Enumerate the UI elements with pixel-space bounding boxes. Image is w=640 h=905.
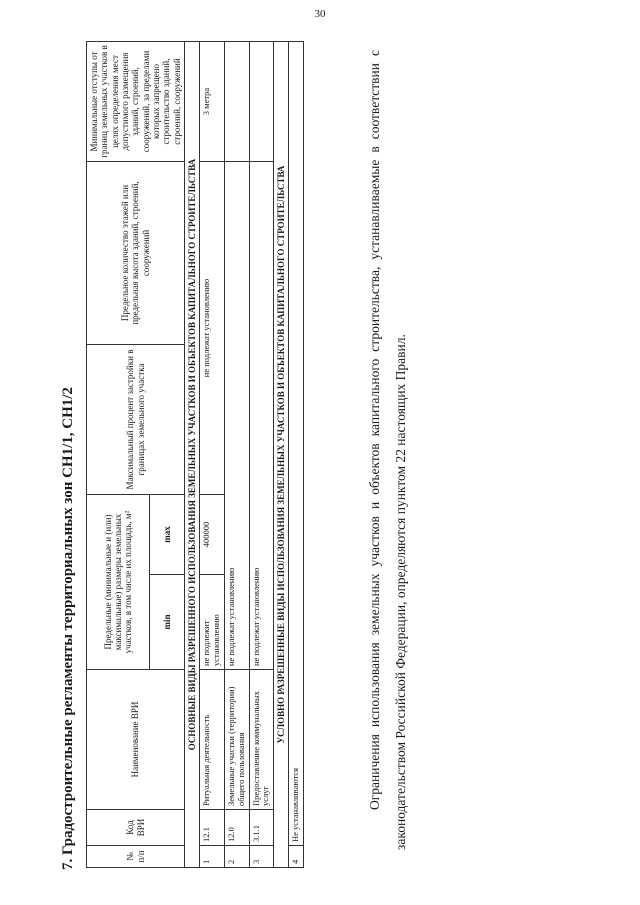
row-max: 400000 [200,495,225,575]
restrictions-note [362,50,413,850]
restrictions-paragraph: Ограничения использования земельных участков и объектов капитального строительства, устанавливаемые в соответствии с законодательством Российской Федерации, определяются пунктом 22 настоящих Правил. [367,50,408,850]
row-merged-value: не подлежат установлению [224,162,249,670]
row-num: 3 [249,846,274,868]
header-area-min: min [150,575,185,670]
row-name: Предоставление коммунальных услуг [249,670,274,810]
row-name: Ритуальная деятельность [200,670,225,810]
header-name: Наименование ВРИ [87,670,185,810]
row-num: 4 [289,846,304,868]
row-setback: 3 метра [200,42,225,162]
row-name: Земельные участки (территории) общего пользования [224,670,249,810]
row-setback-empty [249,42,274,162]
rotated-sheet [40,40,560,880]
table-row [249,42,274,868]
row-percent-floors: не подлежат установлению [200,162,225,495]
table-row [200,42,225,868]
section-main-header: ОСНОВНЫЕ ВИДЫ РАЗРЕШЕННОГО ИСПОЛЬЗОВАНИЯ ЗЕМЕЛЬНЫХ УЧАСТКОВ И ОБЪЕКТОВ КАПИТАЛЬНОГО СТРОИТЕЛЬСТВА [185,42,200,868]
row-code: 12.1 [200,810,225,846]
row-code: 3.1.1 [249,810,274,846]
header-setbacks: Минимальные отступы от границ земельных участков в целях определения мест допустимого размещения зданий, строений, сооружений, за пределами которых запрещено строительство зданий, строений, сооружений [87,42,185,162]
section-title: 7. Градостроительные регламенты территориальных зон СН1/1, СН1/2 [60,387,76,870]
row-num: 1 [200,846,225,868]
section-conditional-header: УСЛОВНО РАЗРЕШЕННЫЕ ВИДЫ ИСПОЛЬЗОВАНИЯ ЗЕМЕЛЬНЫХ УЧАСТКОВ И ОБЪЕКТОВ КАПИТАЛЬНОГО СТРОИТЕЛЬСТВА [274,42,289,868]
header-area-max: max [150,495,185,575]
header-max-percent: Максимальный процент застройки в границах земельного участка [87,345,185,495]
header-floors: Предельное количество этажей или предельная высота зданий, строений, сооружений [87,162,185,345]
header-code: Код ВРИ [87,810,185,846]
regulations-table [86,41,304,868]
row-text: Не устанавливаются [289,42,304,846]
row-min: не подлежит установлению [200,575,225,670]
table-row [224,42,249,868]
row-num: 2 [224,846,249,868]
row-code: 12.0 [224,810,249,846]
page-number: 30 [314,8,326,20]
header-area-group: Предельные (минимальные и (или) максимальные) размеры земельных участков, в том числе их площадь, м² [87,495,150,670]
row-merged-value: не подлежат установлению [249,162,274,670]
row-setback-empty [224,42,249,162]
table-row [289,42,304,868]
header-num: № п/п [87,846,185,868]
